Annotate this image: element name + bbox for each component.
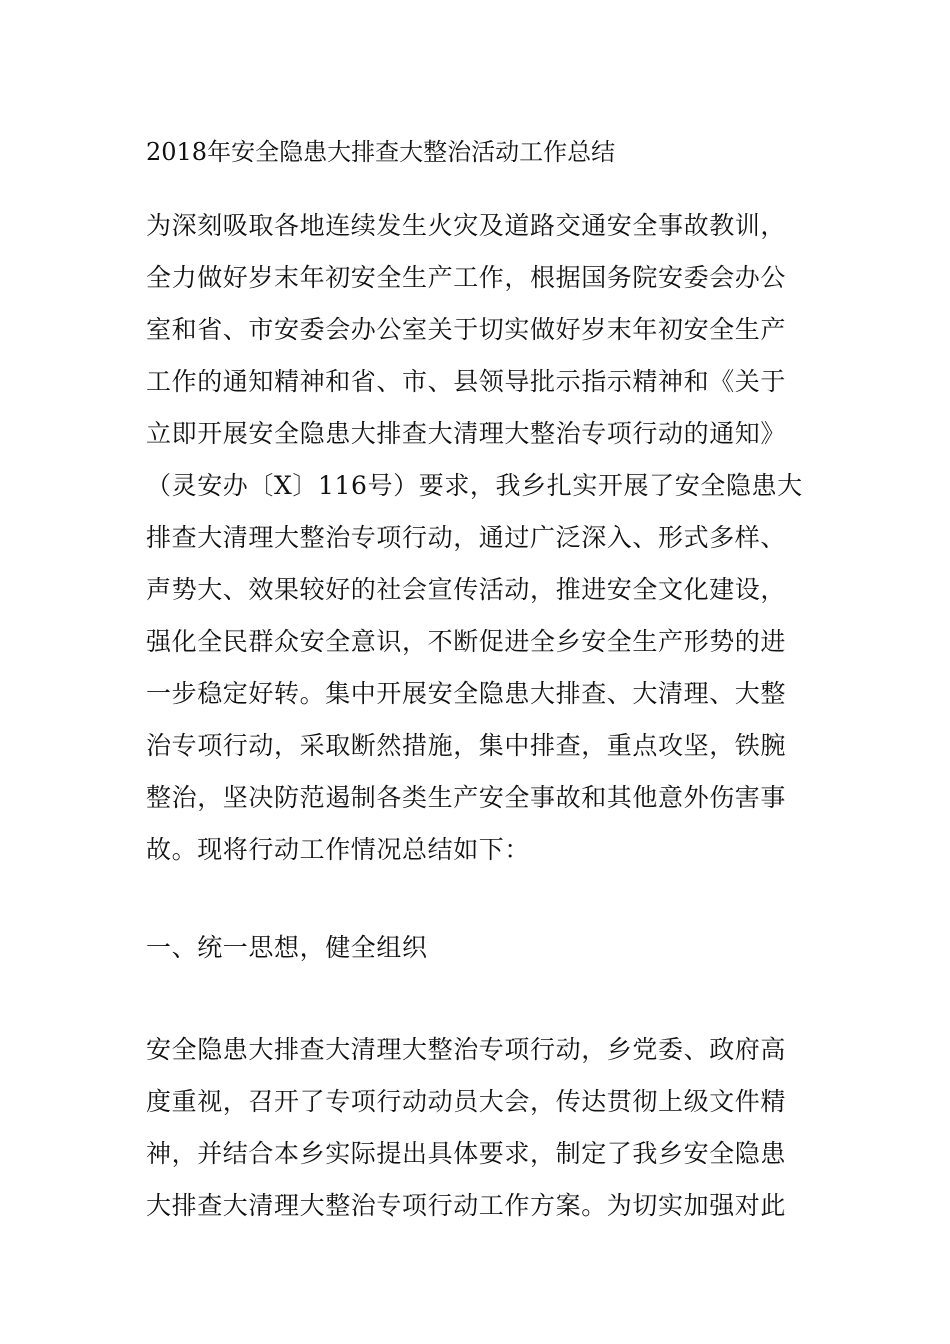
- paragraph-line: 故。现将行动工作情况总结如下：: [146, 835, 531, 864]
- paragraph-line: 整治，坚决防范遏制各类生产安全事故和其他意外伤害事: [146, 783, 787, 812]
- document-title: 2018年安全隐患大排查大整治活动工作总结: [146, 138, 616, 166]
- paragraph-line: 工作的通知精神和省、市、县领导批示指示精神和《关于: [146, 367, 787, 396]
- section1-paragraph: [146, 1024, 808, 1232]
- paragraph-line: 声势大、效果较好的社会宣传活动，推进安全文化建设，: [146, 575, 787, 604]
- intro-paragraph: [146, 200, 808, 876]
- paragraph-line: 大排查大清理大整治专项行动工作方案。为切实加强对此: [146, 1191, 787, 1220]
- paragraph-line: 安全隐患大排查大清理大整治专项行动，乡党委、政府高: [146, 1035, 787, 1064]
- paragraph-line: （灵安办〔X〕116号）要求，我乡扎实开展了安全隐患大: [146, 471, 803, 500]
- section-heading: 一、统一思想，健全组织: [146, 933, 428, 962]
- paragraph-line: 强化全民群众安全意识，不断促进全乡安全生产形势的进: [146, 627, 787, 656]
- paragraph-line: 排查大清理大整治专项行动，通过广泛深入、形式多样、: [146, 523, 787, 552]
- paragraph-line: 神，并结合本乡实际提出具体要求，制定了我乡安全隐患: [146, 1139, 787, 1168]
- paragraph-line: 度重视，召开了专项行动动员大会，传达贯彻上级文件精: [146, 1087, 787, 1116]
- paragraph-line: 全力做好岁末年初安全生产工作，根据国务院安委会办公: [146, 263, 787, 292]
- paragraph-line: 一步稳定好转。集中开展安全隐患大排查、大清理、大整: [146, 679, 787, 708]
- paragraph-line: 立即开展安全隐患大排查大清理大整治专项行动的通知》: [146, 419, 787, 448]
- paragraph-line: 治专项行动，采取断然措施，集中排查，重点攻坚，铁腕: [146, 731, 787, 760]
- paragraph-line: 室和省、市安委会办公室关于切实做好岁末年初安全生产: [146, 315, 787, 344]
- paragraph-line: 为深刻吸取各地连续发生火灾及道路交通安全事故教训，: [146, 211, 787, 240]
